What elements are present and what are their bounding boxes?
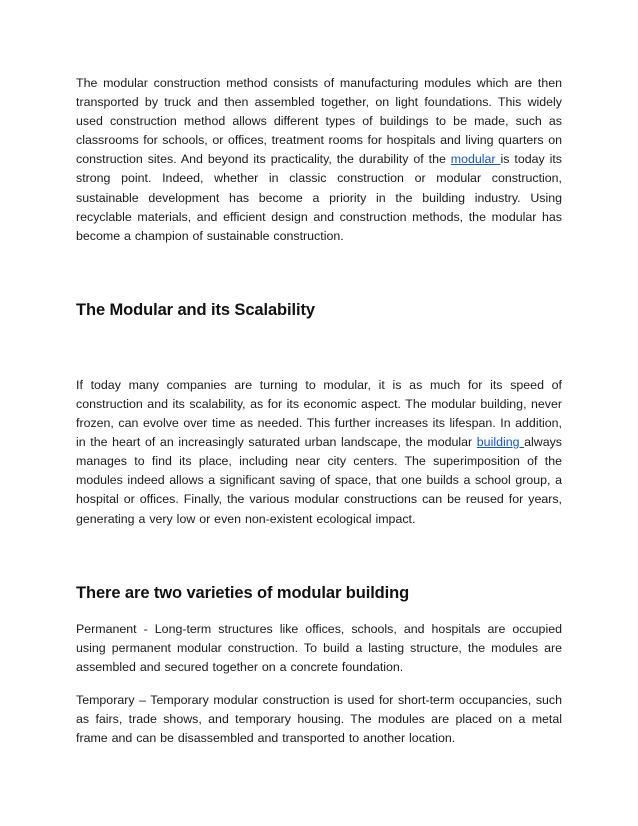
document-body [76, 74, 562, 748]
building-link[interactable]: building [476, 435, 525, 450]
scalability-paragraph [76, 376, 562, 529]
temporary-paragraph: Temporary – Temporary modular construction is used for short-term occupancies, such as fairs, trade shows, and temporary housing. The modules are placed on a metal frame and can be disassembled and transported to another location. [76, 692, 562, 746]
scalability-paragraph-text-before: If today many companies are turning to modular, it is as much for its speed of construction and its scalability, as for its economic aspect. The modular building, never frozen, can evolve over time as needed. This further increases its lifespan. In addition, in the heart of an increasingly saturated urban landscape, the modular [76, 377, 562, 450]
scalability-paragraph-text-after: always manages to find its place, including near city centers. The superimposition of the modules indeed allows a significant saving of space, that one builds a school group, a hospital or offices. Finally, the various modular constructions can be reused for years, generating a very low or even non-existent ecological impact. [76, 435, 562, 526]
heading-scalability: The Modular and its Scalability [76, 300, 315, 319]
heading-varieties: There are two varieties of modular building [76, 583, 410, 602]
modular-link[interactable]: modular [450, 152, 501, 167]
intro-paragraph [76, 74, 562, 246]
intro-paragraph-text-after: is today its strong point. Indeed, whether in classic construction or modular construction, sustainable development has become a priority in the building industry. Using recyclable materials, and efficient design and construction methods, the modular has become a champion of sustainable construction. [76, 152, 562, 243]
intro-paragraph-text-before: The modular construction method consists of manufacturing modules which are then transported by truck and then assembled together, on light foundations. This widely used construction method allows different types of buildings to be made, such as classrooms for schools, or offices, treatment rooms for hospitals and living quarters on construction sites. And beyond its practicality, the durability of the [76, 76, 562, 167]
permanent-paragraph: Permanent - Long-term structures like offices, schools, and hospitals are occupied using permanent modular construction. To build a lasting structure, the modules are assembled and secured together on a concrete foundation. [76, 621, 562, 674]
